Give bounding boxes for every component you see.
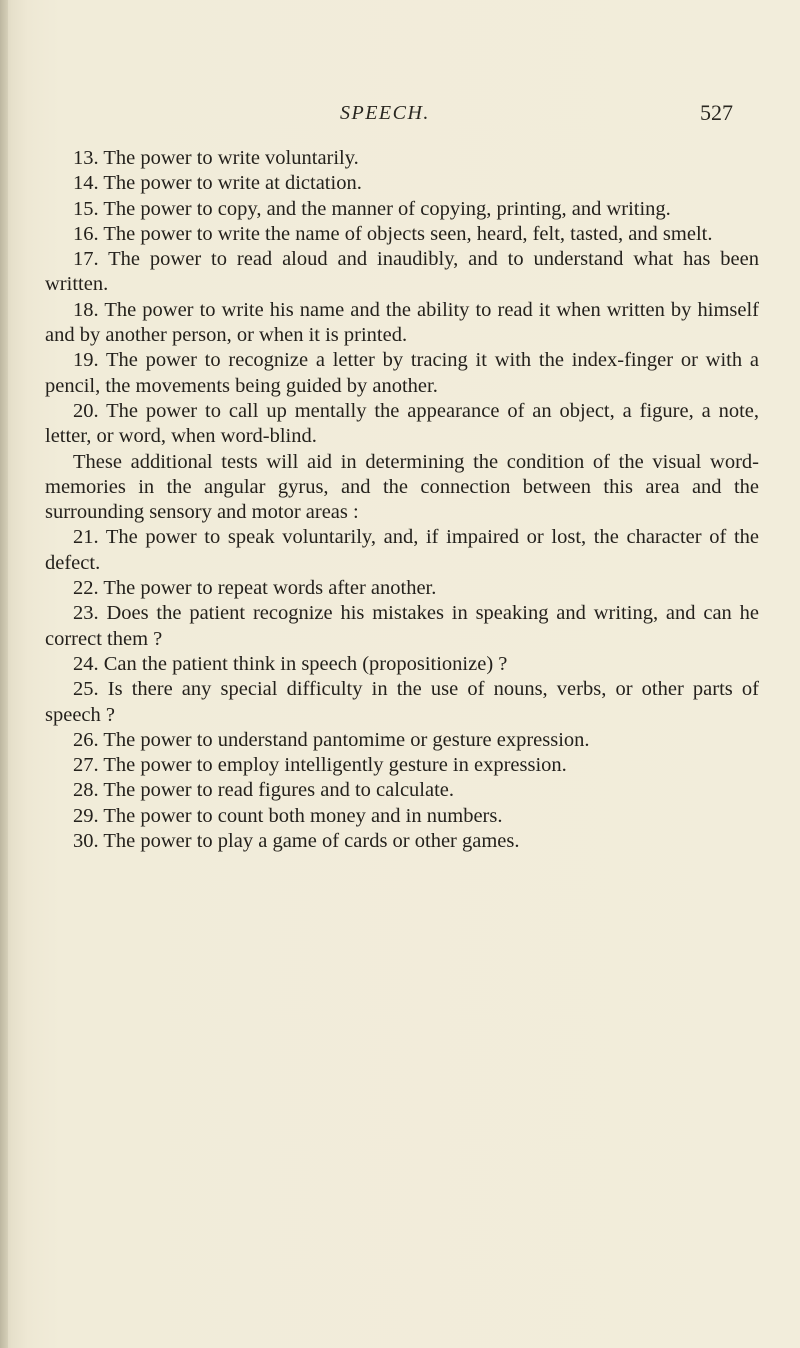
running-title: SPEECH. xyxy=(340,102,430,124)
list-item-27: 27. The power to employ intelligently gesture in expression. xyxy=(73,754,567,777)
list-item-15: 15. The power to copy, and the manner of copying, printing, and writing. xyxy=(73,197,671,220)
list-item-24: 24. Can the patient think in speech (propositionize) ? xyxy=(73,652,508,675)
list-item-17: 17. The power to read aloud and inaudibly, and to understand what has been written. xyxy=(45,248,759,296)
list-item-26: 26. The power to understand pantomime or gesture expression. xyxy=(73,728,590,751)
running-head xyxy=(0,102,800,132)
page-number: 527 xyxy=(700,100,733,125)
body-text xyxy=(45,146,759,854)
list-item-20: 20. The power to call up mentally the appearance of an object, a figure, a note, letter, or word, when word-blind. xyxy=(45,399,759,448)
list-item-13: 13. The power to write voluntarily. xyxy=(73,147,359,169)
list-item-25: 25. Is there any special difficulty in the use of nouns, verbs, or other parts of speech ? xyxy=(45,678,759,726)
list-item-22: 22. The power to repeat words after another. xyxy=(73,577,437,600)
list-item-18: 18. The power to write his name and the ability to read it when written by himself and by another person, or when it is printed. xyxy=(45,298,759,347)
list-item-29: 29. The power to count both money and in numbers. xyxy=(73,804,503,827)
commentary-paragraph: These additional tests will aid in determining the condition of the visual word-memories in the angular gyrus, and the connection between this area and the surrounding sensory and motor areas : xyxy=(45,450,759,524)
list-item-21: 21. The power to speak voluntarily, and, if impaired or lost, the character of the defect. xyxy=(45,526,759,574)
list-item-28: 28. The power to read figures and to calculate. xyxy=(73,779,455,802)
list-item-23: 23. Does the patient recognize his mistakes in speaking and writing, and can he correct them ? xyxy=(45,602,759,650)
binding-edge xyxy=(0,0,8,1348)
list-item-30: 30. The power to play a game of cards or other games. xyxy=(73,830,520,853)
list-item-19: 19. The power to recognize a letter by tracing it with the index-finger or with a pencil, the movements being guided by another. xyxy=(45,349,759,397)
list-item-16: 16. The power to write the name of objects seen, heard, felt, tasted, and smelt. xyxy=(73,222,713,245)
list-item-14: 14. The power to write at dictation. xyxy=(73,172,362,195)
